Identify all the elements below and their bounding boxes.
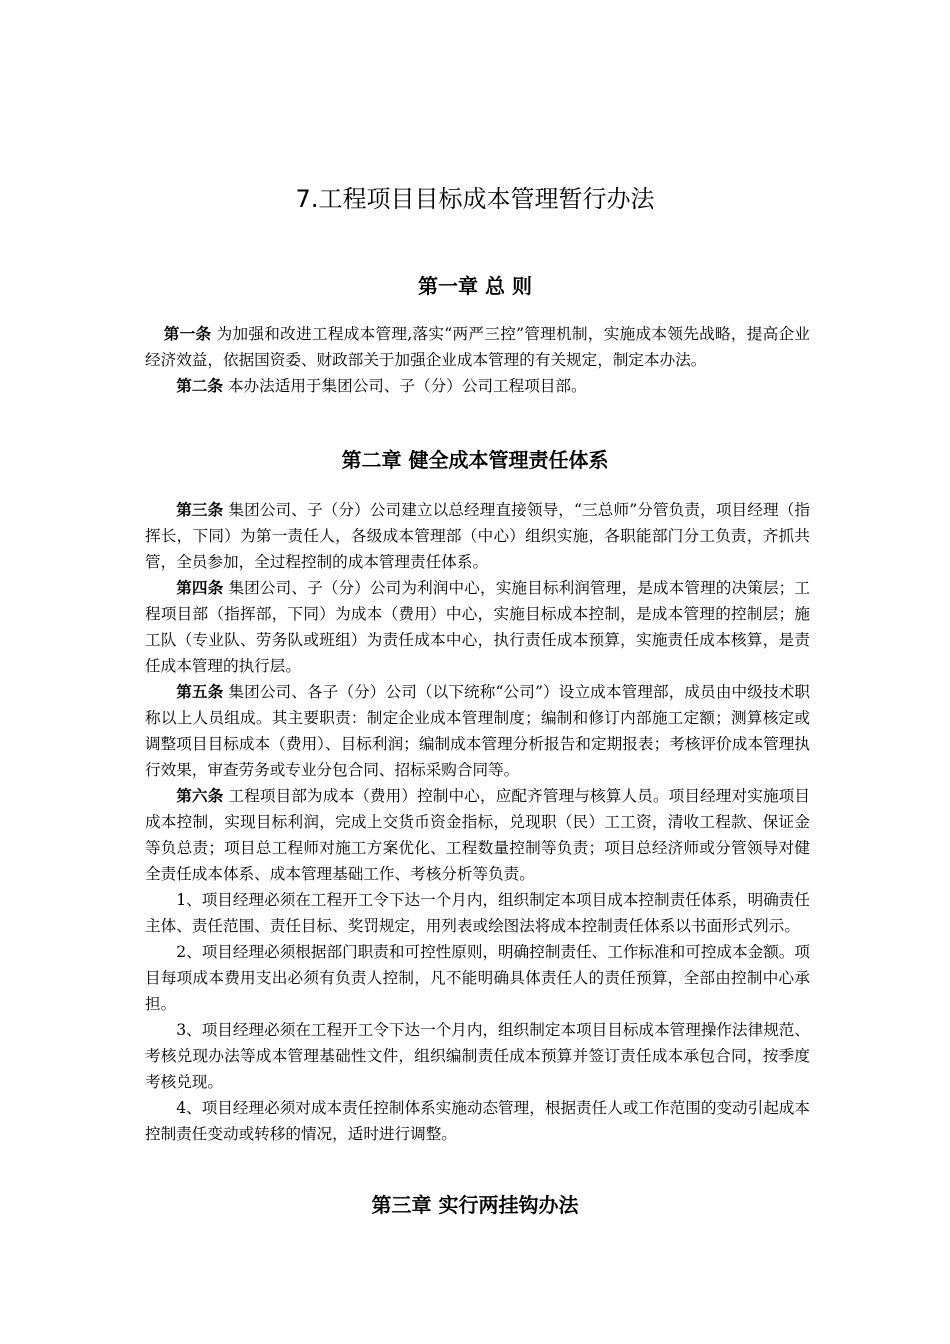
article-text: 工程项目部为成本（费用）控制中心，应配齐管理与核算人员。项目经理对实施项目成本控制，实现目标利润，完成上交货币资金指标，兑现职（民）工工资，清收工程款、保证金等负总责；项目总工程师对施工方案优化、工程数量控制等负责；项目总经济师或分管领导对健全责任成本体系、成本管理基础工作、考核分析等负责。 [145, 787, 810, 883]
chapter-heading-2: 第二章 健全成本管理责任体系 [341, 448, 609, 472]
article-text: 本办法适用于集团公司、子（分）公司工程项目部。 [222, 377, 587, 395]
article-label: 第五条 [176, 683, 224, 701]
article-text: 集团公司、子（分）公司为利润中心，实施目标利润管理，是成本管理的决策层；工程项目部（指挥部，下同）为成本（费用）中心，实施目标成本控制，是成本管理的控制层；施工队（专业队、劳务队或班组）为责任成本中心，执行责任成本预算，实施责任成本核算，是责任成本管理的执行层。 [145, 579, 810, 675]
article-label: 第一条 [163, 325, 212, 343]
chapter-2-body [145, 497, 810, 1147]
article-label: 第三条 [176, 501, 224, 519]
chapter-1-body [145, 321, 810, 399]
article-4 [145, 575, 810, 679]
chapter-heading-1: 第一章 总 则 [418, 274, 532, 298]
document-title: 7.工程项目目标成本管理暂行办法 [295, 185, 655, 213]
article-2 [145, 373, 810, 399]
article-6 [145, 783, 810, 887]
list-item-4: 4、项目经理必须对成本责任控制体系实施动态管理，根据责任人或工作范围的变动引起成本控制责任变动或转移的情况，适时进行调整。 [145, 1099, 810, 1143]
article-3 [145, 497, 810, 575]
article-text: 集团公司、各子（分）公司（以下统称“公司”）设立成本管理部，成员由中级技术职称以上人员组成。其主要职责：制定企业成本管理制度；编制和修订内部施工定额；测算核定或调整项目目标成本（费用）、目标利润；编制成本管理分析报告和定期报表；考核评价成本管理执行效果，审查劳务或专业分包合同、招标采购合同等。 [145, 683, 810, 779]
article-label: 第二条 [176, 377, 223, 395]
list-item-3: 3、项目经理必须在工程开工令下达一个月内，组织制定本项目目标成本管理操作法律规范、考核兑现办法等成本管理基础性文件，组织编制责任成本预算并签订责任成本承包合同，按季度考核兑现。 [145, 1021, 810, 1091]
article-text: 为加强和改进工程成本管理,落实“两严三控”管理机制，实施成本领先战略，提高企业经济效益，依据国资委、财政部关于加强企业成本管理的有关规定，制定本办法。 [145, 325, 810, 369]
article-text: 集团公司、子（分）公司建立以总经理直接领导，“三总师”分管负责，项目经理（指挥长，下同）为第一责任人，各级成本管理部（中心）组织实施，各职能部门分工负责，齐抓共管，全员参加，全过程控制的成本管理责任体系。 [145, 501, 810, 571]
list-item-1: 1、项目经理必须在工程开工令下达一个月内，组织制定本项目成本控制责任体系，明确责任主体、责任范围、责任目标、奖罚规定，用列表或绘图法将成本控制责任体系以书面形式列示。 [145, 891, 810, 935]
list-item-2: 2、项目经理必须根据部门职责和可控性原则，明确控制责任、工作标准和可控成本金额。项目每项成本费用支出必须有负责人控制，凡不能明确具体责任人的责任预算，全部由控制中心承担。 [145, 943, 810, 1013]
article-label: 第四条 [176, 579, 224, 597]
article-label: 第六条 [176, 787, 224, 805]
article-1 [145, 321, 810, 373]
chapter-heading-3: 第三章 实行两挂钩办法 [371, 1193, 579, 1217]
article-5 [145, 679, 810, 783]
